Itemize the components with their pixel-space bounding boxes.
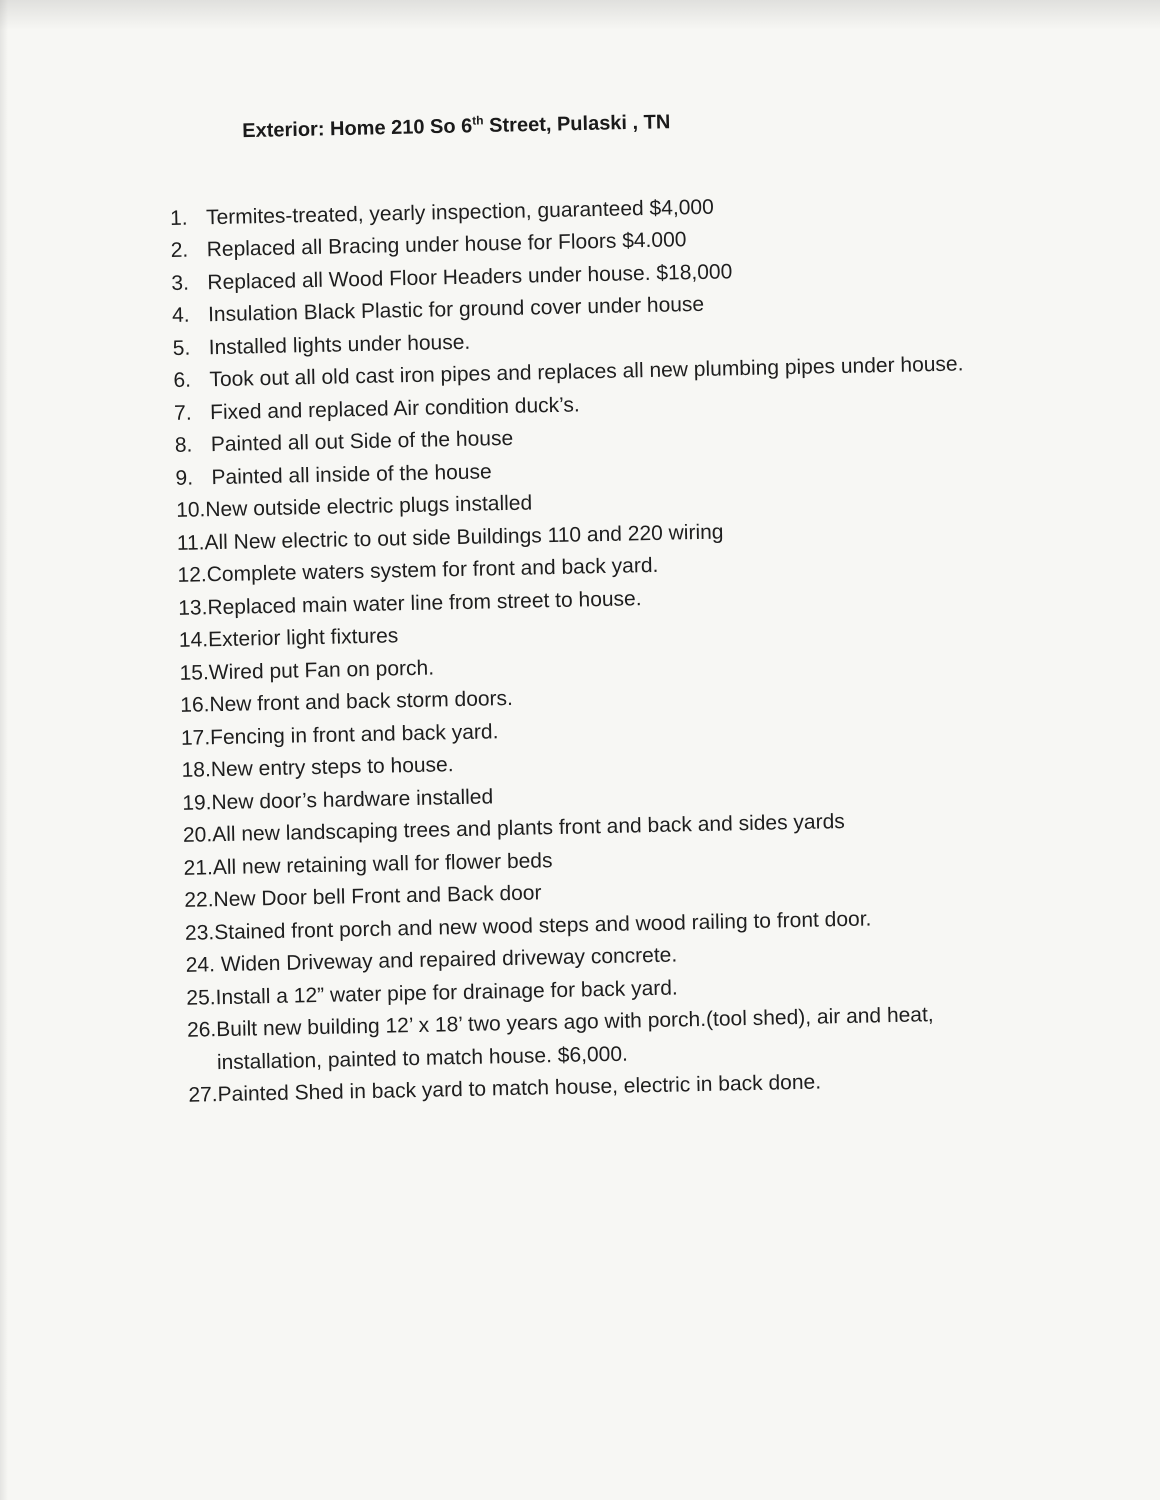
item-number: 7.: [173, 401, 192, 425]
item-number: 17.: [180, 725, 211, 750]
item-text: Installed lights under house.: [208, 330, 471, 359]
item-number: 14.: [178, 628, 209, 653]
title-rest: Street, Pulaski , TN: [483, 111, 671, 138]
item-text: Exterior light fixtures: [207, 624, 399, 652]
item-text: Painted all out Side of the house: [210, 427, 514, 457]
item-text: New front and back storm doors.: [209, 687, 514, 717]
item-number: 23.: [184, 920, 215, 945]
item-text: Insulation Black Plastic for ground cover under house: [207, 292, 705, 327]
scan-shadow-left: [0, 0, 8, 1500]
title-main: Exterior: Home 210 So 6: [242, 115, 473, 143]
item-number: 20.: [182, 823, 213, 847]
item-number: 1.: [169, 206, 188, 230]
item-number: 15.: [179, 660, 210, 685]
title-superscript: th: [472, 113, 484, 128]
item-text: Built new building 12’ x 18’ two years ago with porch.(tool shed), air and heat, installation, painted to match house. $6,000.: [216, 1003, 934, 1074]
item-number: 9.: [175, 466, 194, 490]
item-text: Termites-treated, yearly inspection, guaranteed $4,000: [205, 195, 714, 229]
item-number: 21.: [183, 855, 214, 880]
item-number: 6.: [173, 368, 192, 393]
item-number: 3.: [171, 271, 190, 295]
item-number: 22.: [184, 888, 214, 912]
improvements-list: [170, 185, 1049, 1113]
item-number: 2.: [170, 238, 189, 263]
item-text: All New electric to out side Buildings 110 and 220 wiring: [204, 520, 724, 554]
item-number: 24.: [185, 953, 216, 977]
item-text: Fixed and replaced Air condition duck’s.: [209, 393, 580, 424]
item-number: 18.: [181, 758, 212, 783]
item-number: 10.: [175, 498, 206, 523]
document-title: [242, 102, 1028, 143]
item-number: 16.: [180, 693, 210, 718]
item-text: All new retaining wall for flower beds: [212, 848, 553, 879]
item-text: Replaced main water line from street to house.: [207, 586, 642, 619]
item-number: 19.: [182, 790, 212, 815]
item-text: Painted Shed in back yard to match house, electric in back done.: [217, 1070, 822, 1107]
item-number: 27.: [188, 1083, 218, 1107]
item-number: 11.: [176, 530, 205, 555]
item-text: New entry steps to house.: [210, 753, 454, 782]
item-number: 5.: [172, 336, 191, 360]
item-text: Replaced all Wood Floor Headers under house. $18,000: [207, 259, 733, 294]
item-number: 26.: [186, 1018, 217, 1042]
item-number: 4.: [171, 303, 190, 328]
item-number: 12.: [177, 563, 207, 588]
item-text: Install a 12” water pipe for drainage for back yard.: [215, 976, 678, 1009]
item-text: Painted all inside of the house: [211, 459, 492, 489]
item-text: Fencing in front and back yard.: [209, 719, 499, 749]
scan-shadow-top: [0, 0, 1160, 30]
item-text: Widen Driveway and repaired driveway concrete.: [220, 943, 678, 977]
item-text: Wired put Fan on porch.: [208, 656, 435, 684]
item-text: Stained front porch and new wood steps and wood railing to front door.: [213, 907, 872, 944]
item-text: All new landscaping trees and plants front and back and sides yards: [211, 810, 846, 847]
document-body: [168, 102, 1049, 1112]
item-text: New Door bell Front and Back door: [213, 881, 542, 912]
item-text: Took out all old cast iron pipes and replaces all new plumbing pipes under house.: [209, 352, 964, 392]
item-number: 25.: [186, 985, 216, 1010]
item-number: 13.: [177, 595, 208, 620]
item-number: 8.: [174, 433, 193, 458]
item-text: Complete waters system for front and back yard.: [206, 553, 659, 587]
item-text: New outside electric plugs installed: [205, 491, 533, 522]
item-text: Replaced all Bracing under house for Floors $4.000: [206, 228, 687, 262]
item-text: New door’s hardware installed: [211, 784, 494, 814]
